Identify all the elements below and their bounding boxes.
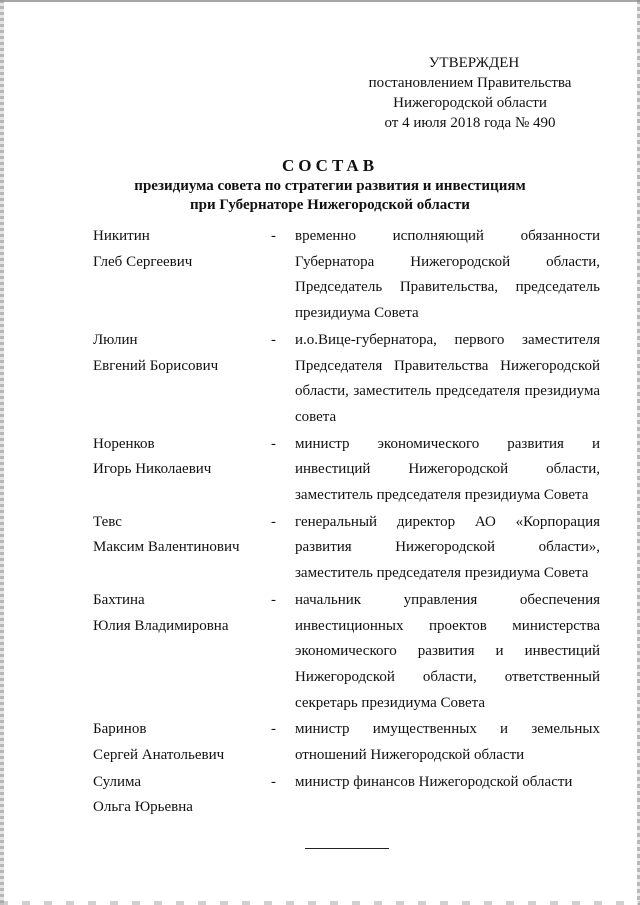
approval-line-1: постановлением Правительства [368,75,572,91]
document-title: СОСТАВ [281,156,379,175]
document-heading [60,155,600,215]
approval-status: УТВЕРЖДЕН [428,55,520,71]
member-surname: Баринов [93,721,147,738]
member-given-names: Максим Валентинович [93,539,240,556]
scan-edge-bottom [0,901,640,905]
member-row [93,510,600,587]
member-row [93,432,600,509]
member-given-names: Игорь Николаевич [93,461,212,478]
member-name [93,770,271,821]
member-given-names: Сергей Анатольевич [93,747,225,764]
member-dash: - [271,721,276,738]
member-dash: - [271,773,276,790]
members-list [93,224,600,822]
document-subtitle-2: при Губернаторе Нижегородской области [190,197,470,213]
member-row [93,717,600,768]
member-name [93,717,271,768]
member-role: генеральный директор АО «Корпорация развития Нижегородской области», заместитель председателя президиума Совета [295,513,600,582]
member-role: министр финансов Нижегородской области [295,773,573,790]
member-dash: - [271,228,276,244]
closing-rule [305,848,389,849]
member-surname: Люлин [93,331,138,348]
member-given-names: Ольга Юрьевна [93,799,193,816]
member-dash: - [271,331,276,348]
member-surname: Норенков [93,435,155,452]
approval-date-number: от 4 июля 2018 года № 490 [384,115,556,131]
member-role: начальник управления обеспечения инвестиционных проектов министерства экономического развития и инвестиций Нижегородской области, ответственный секретарь президиума Совета [295,591,600,711]
member-surname: Бахтина [93,591,145,608]
member-dash: - [271,513,276,530]
member-row [93,588,600,717]
member-role: министр экономического развития и инвестиций Нижегородской области, заместитель председателя президиума Совета [295,435,600,504]
member-given-names: Глеб Сергеевич [93,253,193,270]
scan-edge-left [0,0,4,905]
member-role: временно исполняющий обязанности Губернатора Нижегородской области, Председатель Правительства, председатель президиума Совета [295,228,600,322]
member-dash: - [271,435,276,452]
member-given-names: Юлия Владимировна [93,617,229,634]
member-dash: - [271,591,276,608]
member-surname: Сулима [93,773,142,790]
member-name [93,328,271,431]
approval-line-2: Нижегородской области [393,95,547,111]
member-name [93,588,271,717]
member-surname: Никитин [93,228,150,244]
scan-edge-top [0,0,640,2]
member-role: и.о.Вице-губернатора, первого заместителя Председателя Правительства Нижегородской области, заместитель председателя президиума совета [295,331,600,425]
member-given-names: Евгений Борисович [93,357,219,374]
member-role: министр имущественных и земельных отношений Нижегородской области [295,721,600,764]
member-name [93,432,271,509]
document-subtitle-1: президиума совета по стратегии развития и инвестициям [134,178,526,194]
member-row [93,770,600,821]
member-row [93,328,600,431]
member-row [93,224,600,327]
member-name [93,224,271,327]
member-name [93,510,271,587]
approval-block [340,53,600,133]
member-surname: Тевс [93,513,122,530]
